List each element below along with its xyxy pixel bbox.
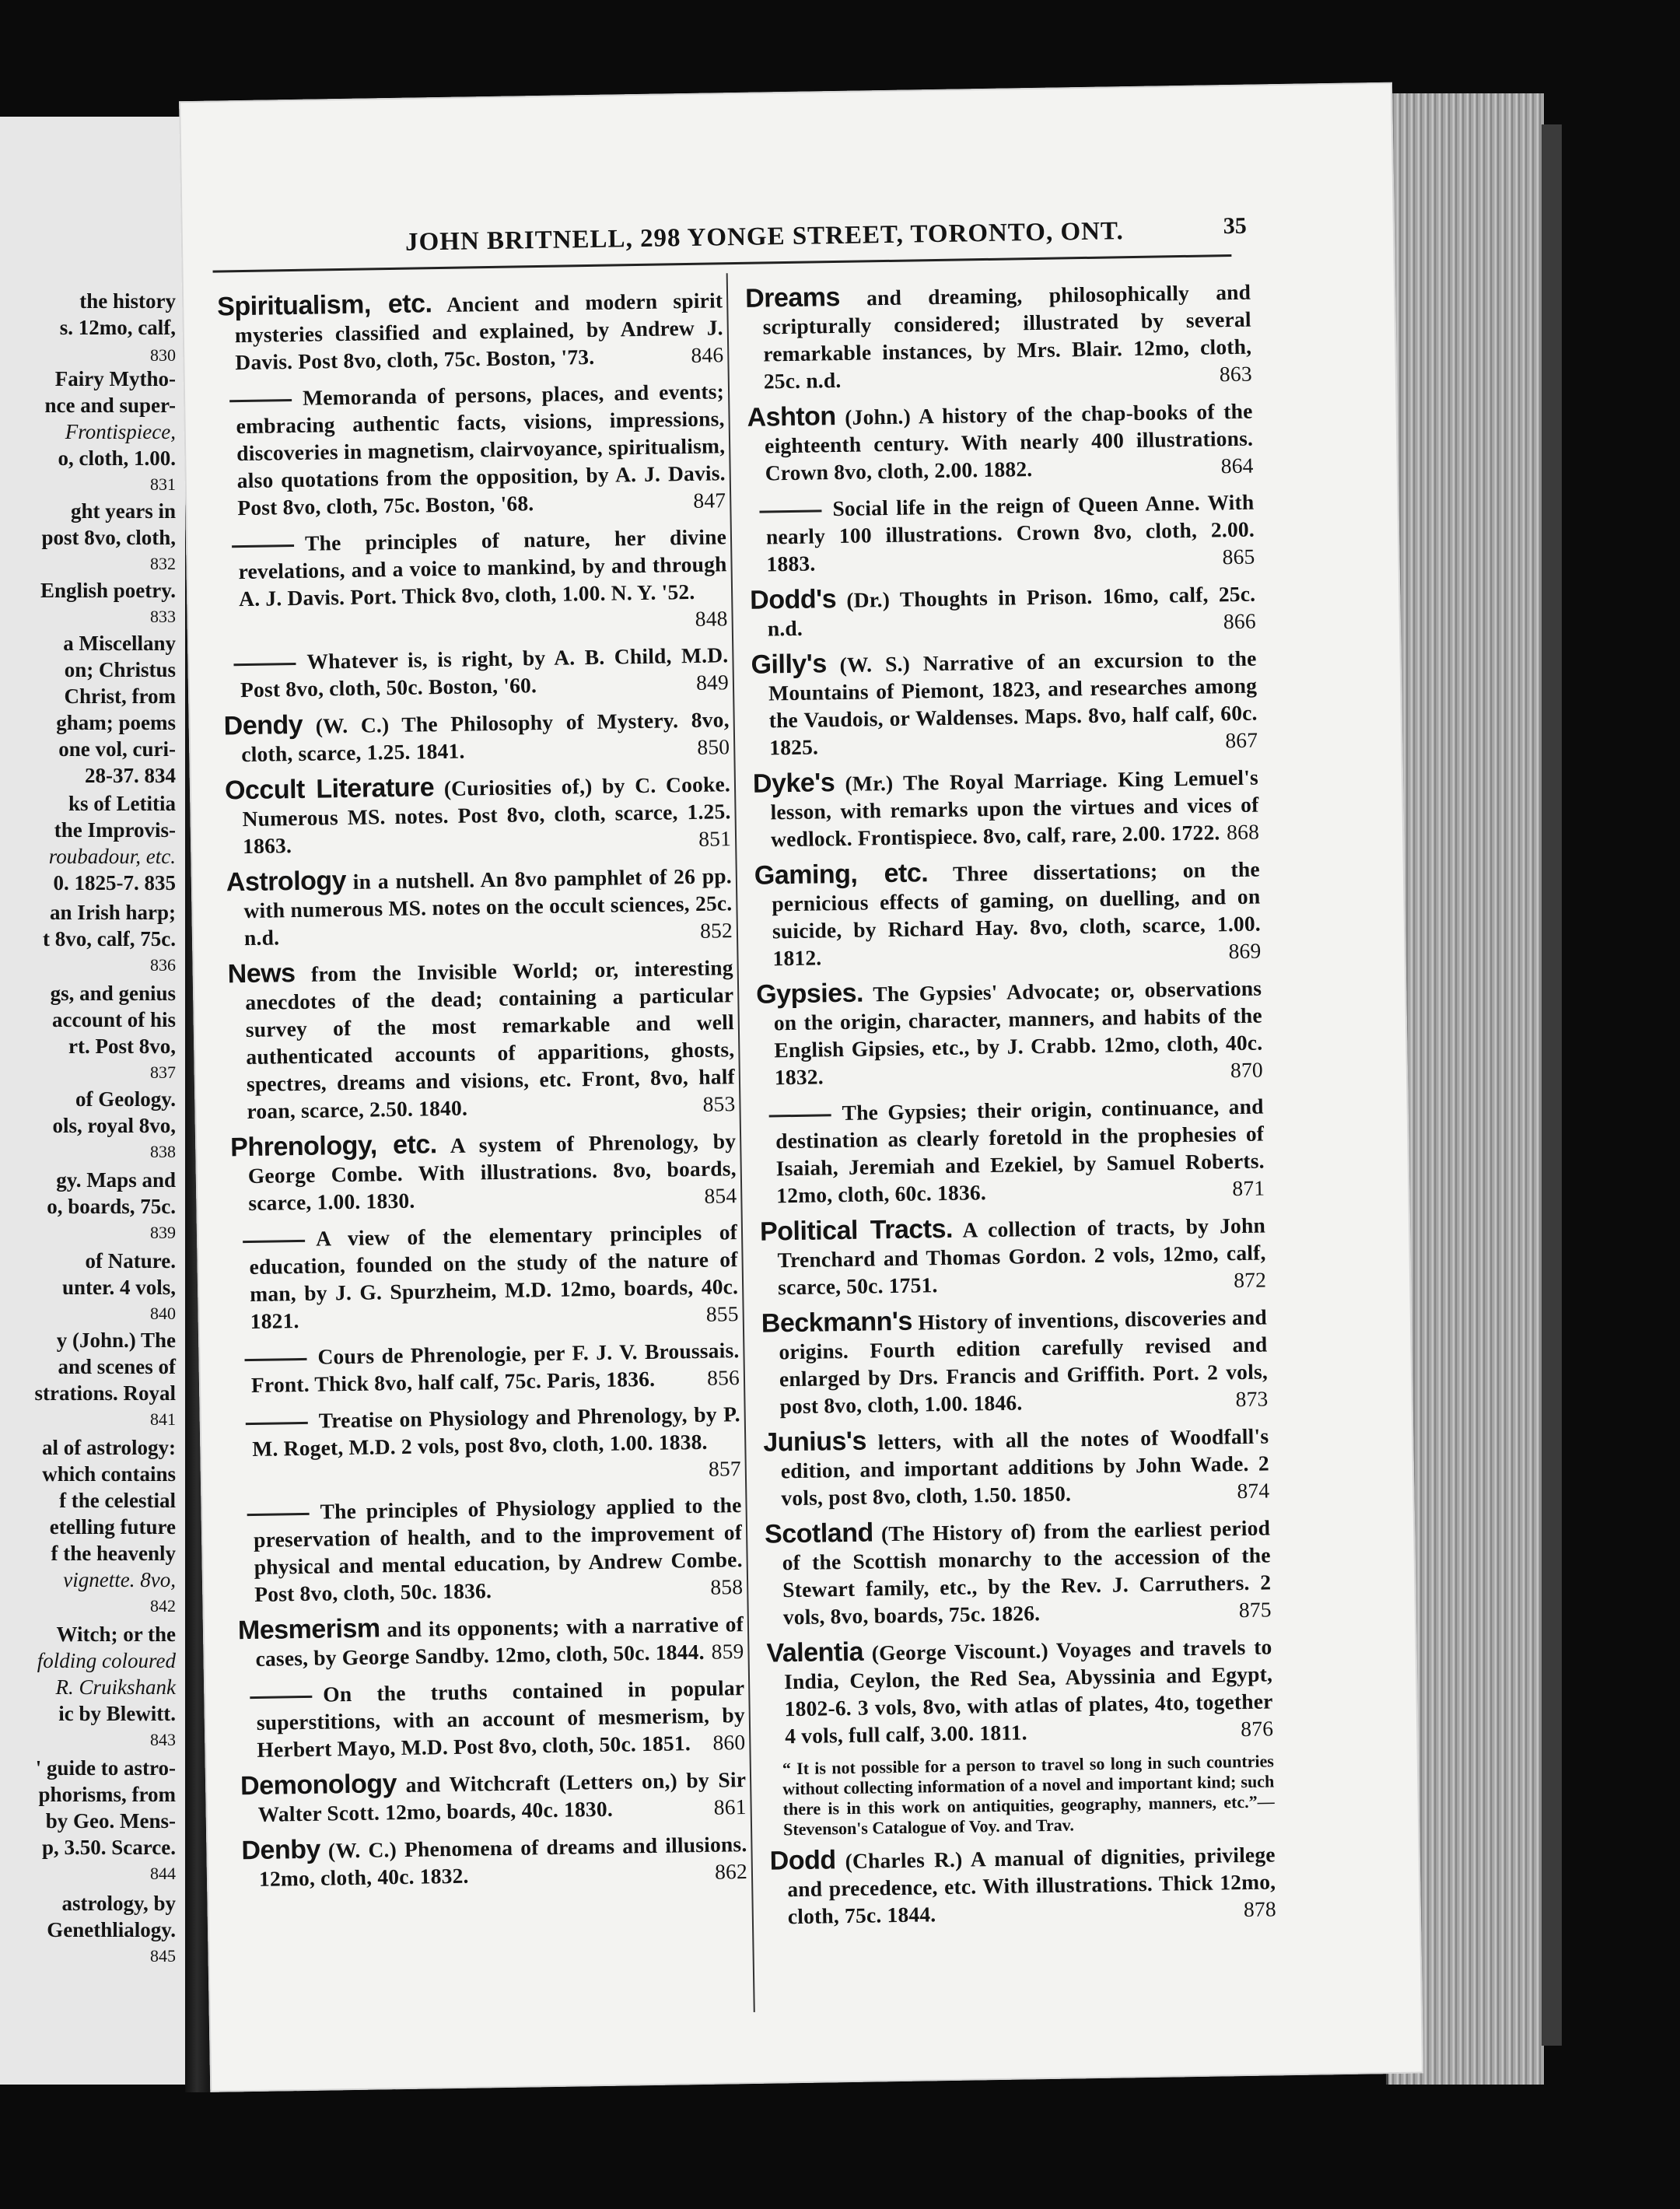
entry-description: Three dissertations; on the pernicious effects of gaming, on duelling, and on suicide, by Richard Hay. 8vo, cloth, scarce, 1.00. 1812. xyxy=(772,856,1262,971)
ditto-dash xyxy=(232,544,294,548)
catalogue-entry xyxy=(751,644,1258,761)
left-page-fragment-line: o, cloth, 1.00. xyxy=(58,446,176,470)
ditto-dash xyxy=(250,1696,312,1699)
left-page-fragment-line: gham; poems xyxy=(56,711,176,734)
left-page-fragment-line: Frontispiece, xyxy=(65,420,176,443)
entry-description: (George Viscount.) Voyages and travels to India, Ceylon, the Red Sea, Abyssinia and Egypt, 1802-6. 3 vols, 8vo, with atlas of plates, 4to, together 4 vols, full calf, 3.00. 1811. xyxy=(783,1634,1273,1749)
item-number: 855 xyxy=(705,1301,739,1326)
left-page-fragment-line: 842 xyxy=(150,1596,176,1616)
item-number: 865 xyxy=(1222,544,1255,569)
entry-heading: Valentia xyxy=(766,1637,864,1668)
left-page-fragment-line: f the celestial xyxy=(59,1489,176,1512)
entry-description: in a nutshell. An 8vo pamphlet of 26 pp. with numerous MS. notes on the occult sciences, 25c. n.d. xyxy=(243,863,733,950)
page-header: JOHN BRITNELL, 298 YONGE STREET, TORONTO, ONT. xyxy=(404,217,1125,257)
entry-heading: Dodd's xyxy=(749,584,837,615)
left-page-fragment-line: 839 xyxy=(150,1223,176,1242)
page-number: 35 xyxy=(1223,212,1248,240)
entry-description: and its opponents; with a narrative of cases, by George Sandby. 12mo, cloth, 50c. 1844. xyxy=(255,1612,744,1671)
entry-description: Whatever is, is right, by A. B. Child, M.D. Post 8vo, cloth, 50c. Boston, '60. xyxy=(240,642,729,702)
ditto-dash xyxy=(245,1358,307,1361)
catalogue-entry xyxy=(219,377,726,521)
entry-description: from the Invisible World; or, interesting anecdotes of the dead; containing a particular survey of the most remarkable and well authenticated accounts of apparitions, ghosts, spectres, dreams and visions, etc. Front, 8vo, half roan, scarce, 2.50. 1840. xyxy=(245,955,736,1124)
item-number: 850 xyxy=(697,734,730,759)
entry-heading: Mesmerism xyxy=(237,1613,380,1646)
left-page-fragment-line: gy. Maps and xyxy=(56,1168,176,1192)
catalogue-entry xyxy=(239,1674,746,1763)
left-page-fragment-line: Genethlialogy. xyxy=(47,1918,176,1941)
entry-heading: Beckmann's xyxy=(761,1306,913,1339)
left-page-fragment-line: al of astrology: xyxy=(42,1436,176,1459)
catalogue-entry xyxy=(748,488,1255,578)
left-page-fragment-line: 831 xyxy=(150,474,176,494)
entry-description: The principles of Physiology applied to the preservation of health, and to the improvement of physical and mental education, by Andrew Combe. Post 8vo, cloth, 50c. 1836. xyxy=(253,1493,743,1606)
entry-description: A collection of tracts, by John Trenchard and Thomas Gordon. 2 vols, 12mo, calf, scarce, 50c. 1751. xyxy=(777,1213,1266,1300)
left-page-fragment-line: t 8vo, calf, 75c. xyxy=(43,927,176,950)
ditto-dash xyxy=(247,1513,310,1516)
item-number: 864 xyxy=(1220,453,1254,478)
entry-description: (Charles R.) A manual of dignities, privilege and precedence, etc. With illustrations. Thick 12mo, cloth, 75c. 1844. xyxy=(787,1842,1276,1929)
left-page-fragment-line: R. Cruikshank xyxy=(55,1675,176,1699)
catalogue-entry xyxy=(226,861,733,951)
item-number: 852 xyxy=(699,918,733,943)
left-page-fragment-line: 841 xyxy=(150,1409,176,1429)
entry-description: (The History of) from the earliest period of the Scottish monarchy to the accession of the Stewart family, etc., by the Rev. J. Carruthers. 2 vols, 8vo, boards, 75c. 1826. xyxy=(782,1515,1272,1630)
entry-description: A view of the elementary principles of education, founded on the study of the nature of man, by J. G. Spurzheim, M.D. 12mo, boards, 40c. 1821. xyxy=(249,1220,739,1334)
entry-heading: Scotland xyxy=(764,1518,873,1549)
entry-description: Memoranda of persons, places, and events; embracing authentic facts, visions, impressions, discoveries in magnetism, clairvoyance, spiritualism, also quotations from the opposition, by A. J. Davis. Post 8vo, cloth, 75c. Boston, '68. xyxy=(236,379,726,520)
item-number: 862 xyxy=(714,1859,748,1884)
catalogue-entry xyxy=(745,278,1252,395)
left-page-fragment-line: phorisms, from xyxy=(38,1783,176,1806)
item-number: 860 xyxy=(712,1730,746,1755)
item-number: 876 xyxy=(1241,1716,1274,1742)
catalogue-entry xyxy=(236,1491,743,1608)
item-number: 866 xyxy=(1223,608,1257,634)
left-page-fragment-line: on; Christus xyxy=(64,658,176,681)
catalogue-entry xyxy=(760,1210,1267,1301)
left-page-fragment-line: Christ, from xyxy=(64,684,176,708)
left-page-fragment-line: unter. 4 vols, xyxy=(61,1276,176,1299)
left-page-fragment-line: 833 xyxy=(150,607,176,626)
entry-description: (Curiosities of,) by C. Cooke. Numerous MS. notes. Post 8vo, cloth, scarce, 1.25. 1863. xyxy=(242,772,731,859)
item-number: 878 xyxy=(1243,1896,1277,1922)
left-page-fragment-line: f the heavenly xyxy=(51,1542,176,1565)
item-number: 875 xyxy=(1238,1597,1272,1623)
left-page-fragment-line: the Improvis- xyxy=(54,818,176,842)
catalogue-entry xyxy=(233,1336,740,1399)
ditto-dash xyxy=(769,1114,831,1117)
left-page-fragment-line: 0. 1825-7. 835 xyxy=(53,871,176,894)
left-page-fragment-line: 843 xyxy=(150,1730,176,1749)
catalogue-entry xyxy=(225,769,732,859)
right-column xyxy=(745,278,1276,1940)
catalogue-entry xyxy=(756,974,1263,1091)
left-page-fragment-line: by Geo. Mens- xyxy=(45,1809,176,1833)
ditto-dash xyxy=(233,663,296,666)
left-page-fragment-line: ks of Letitia xyxy=(68,792,176,815)
entry-description: Treatise on Physiology and Phrenology, by P. M. Roget, M.D. 2 vols, post 8vo, cloth, 1.00. 1838. xyxy=(252,1402,740,1461)
ditto-dash xyxy=(243,1240,305,1243)
catalogue-entry xyxy=(227,953,735,1125)
left-page-fragment-line: roubadour, etc. xyxy=(48,845,176,868)
item-number: 854 xyxy=(704,1183,737,1208)
item-number: 874 xyxy=(1237,1478,1270,1504)
catalogue-entry xyxy=(234,1400,741,1490)
entry-description: and dreaming, philosophically and scripturally considered; illustrated by several remarkable instances, by Mrs. Blair. 12mo, cloth, 25c. n.d. xyxy=(762,279,1252,394)
catalogue-entry xyxy=(230,1126,737,1217)
entry-heading: News xyxy=(227,958,296,989)
entry-heading: Astrology xyxy=(226,866,347,898)
book-cover-edge xyxy=(1542,124,1562,2046)
item-number: 871 xyxy=(1232,1175,1265,1201)
item-number: 869 xyxy=(1228,938,1262,964)
left-page-fragment-line: gs, and genius xyxy=(50,982,176,1005)
catalogue-entry xyxy=(241,1829,747,1892)
left-page-fragment-line: nce and super- xyxy=(44,394,176,417)
entry-description: (W. C.) Phenomena of dreams and illusions. 12mo, cloth, 40c. 1832. xyxy=(258,1832,747,1891)
left-page-fragment-line: of Nature. xyxy=(85,1249,176,1273)
left-page-fragment-line: 838 xyxy=(150,1142,176,1161)
catalogue-entry xyxy=(766,1632,1273,1749)
entry-heading: Phrenology, etc. xyxy=(229,1129,437,1163)
entry-heading: Gilly's xyxy=(751,649,828,680)
left-page-fragment-line: folding coloured xyxy=(37,1649,176,1672)
entry-heading: Ashton xyxy=(747,401,836,432)
entry-description: The principles of nature, her divine revelations, and a voice to mankind, by and through A. J. Davis. Port. Thick 8vo, cloth, 1.00. N. Y. '52. xyxy=(238,524,727,611)
left-page-fragment-line: 845 xyxy=(150,1946,176,1966)
left-page-fragment-line: 28-37. 834 xyxy=(85,764,176,787)
ditto-dash xyxy=(229,399,292,402)
entry-description: On the truths contained in popular superstitions, with an account of mesmerism, by Herbert Mayo, M.D. Post 8vo, cloth, 50c. 1851. xyxy=(256,1675,746,1762)
catalogue-page xyxy=(179,82,1423,2092)
ditto-dash xyxy=(246,1422,308,1425)
catalogue-entry xyxy=(758,1093,1265,1210)
left-page-fragment-line: ols, royal 8vo, xyxy=(52,1114,176,1137)
left-page-fragment-line: rt. Post 8vo, xyxy=(68,1034,176,1058)
entry-heading: Occult Literature xyxy=(224,772,435,806)
left-page-fragment xyxy=(0,117,187,2085)
item-number: 870 xyxy=(1230,1057,1264,1083)
left-page-fragment-line: vignette. 8vo, xyxy=(63,1568,176,1591)
entry-description: A system of Phrenology, by George Combe. With illustrations. 8vo, boards, scarce, 1.00. 1830. xyxy=(247,1129,737,1216)
left-page-fragment-line: a Miscellany xyxy=(63,632,176,655)
item-number: 847 xyxy=(693,488,726,513)
catalogue-entry xyxy=(761,1302,1269,1420)
entry-description: The Gypsies' Advocate; or, observations on the origin, character, manners, and habits of the English Gipsies, etc., by J. Crabb. 12mo, cloth, 40c. 1832. xyxy=(773,975,1263,1090)
entry-description: The Gypsies; their origin, continuance, and destination as clearly foretold in the prophesies of Isaiah, Jeremiah and Ezekiel, by Samuel Roberts. 12mo, cloth, 60c. 1836. xyxy=(775,1094,1265,1208)
left-page-fragment-line: ic by Blewitt. xyxy=(58,1702,176,1725)
review-quote: “ It is not possible for a person to travel so long in such countries without collecting information of a novel and important kind; such there is in this work on antiquities, geography, manners, etc.”— Stevenson's Catalogue of Voy. and Trav. xyxy=(782,1751,1275,1840)
entry-description: (W. C.) The Philosophy of Mystery. 8vo, cloth, scarce, 1.25. 1841. xyxy=(241,707,730,767)
left-page-fragment-line: the history xyxy=(79,289,176,313)
left-page-fragment-line: s. 12mo, calf, xyxy=(59,316,176,339)
item-number: 856 xyxy=(706,1365,740,1390)
left-page-fragment-line: ght years in xyxy=(71,499,176,523)
catalogue-entry xyxy=(750,579,1256,642)
catalogue-entry xyxy=(763,1421,1270,1511)
ditto-dash xyxy=(759,510,821,513)
left-page-fragment-line: an Irish harp; xyxy=(49,901,176,924)
left-page-fragment-line: ' guide to astro- xyxy=(35,1756,176,1780)
left-page-fragment-line: Witch; or the xyxy=(56,1623,176,1646)
left-page-fragment-line: one vol, curi- xyxy=(58,737,176,761)
entry-description: (Dr.) Thoughts in Prison. 16mo, calf, 25c. n.d. xyxy=(767,581,1256,641)
item-number: 868 xyxy=(1226,819,1260,845)
entry-description: and Witchcraft (Letters on,) by Sir Walter Scott. 12mo, boards, 40c. 1830. xyxy=(257,1767,747,1826)
catalogue-entry xyxy=(222,641,729,703)
left-page-fragment-line: account of his xyxy=(51,1008,176,1031)
catalogue-entry xyxy=(217,285,724,376)
left-column xyxy=(217,285,747,1902)
left-page-fragment-line: strations. Royal xyxy=(34,1381,176,1405)
entry-heading: Political Tracts. xyxy=(759,1213,954,1247)
left-page-fragment-line: y (John.) The xyxy=(56,1329,176,1352)
item-number: 873 xyxy=(1235,1386,1269,1412)
catalogue-entry xyxy=(240,1765,747,1828)
left-page-fragment-line: 830 xyxy=(150,345,176,365)
catalogue-entry xyxy=(765,1513,1272,1630)
item-number: 861 xyxy=(713,1794,747,1819)
left-page-fragment-line: 832 xyxy=(150,554,176,573)
entry-heading: Dreams xyxy=(744,282,841,313)
catalogue-entry xyxy=(238,1609,744,1672)
item-number: 859 xyxy=(711,1639,744,1664)
entry-description: History of inventions, discoveries and origins. Fourth edition carefully revised and enlarged by Drs. Francis and Griffith. Port. 2 vols, post 8vo, cloth, 1.00. 1846. xyxy=(779,1304,1269,1419)
catalogue-entry xyxy=(754,855,1262,972)
left-page-fragment-line: of Geology. xyxy=(75,1087,176,1111)
item-number: 858 xyxy=(710,1574,744,1599)
entry-description: (Mr.) The Royal Marriage. King Lemuel's lesson, with remarks upon the virtues and vices of wedlock. Frontispiece. 8vo, calf, rare, 2.00. 1722. xyxy=(770,765,1259,852)
catalogue-entry xyxy=(769,1840,1276,1930)
catalogue-entry xyxy=(221,523,728,639)
entry-description: letters, with all the notes of Woodfall's edition, and important additions by John Wade. 2 vols, post 8vo, cloth, 1.50. 1850. xyxy=(780,1423,1270,1511)
left-page-fragment-line: 844 xyxy=(150,1864,176,1883)
entry-heading: Dendy xyxy=(223,709,303,741)
catalogue-entry xyxy=(747,397,1254,487)
entry-description: Social life in the reign of Queen Anne. With nearly 100 illustrations. Crown 8vo, cloth, 2.00. 1883. xyxy=(765,489,1255,576)
left-page-fragment-line: p, 3.50. Scarce. xyxy=(42,1836,176,1859)
entry-heading: Gaming, etc. xyxy=(754,858,929,891)
catalogue-entry xyxy=(753,763,1260,853)
entry-description: Cours de Phrenologie, per F. J. V. Broussais. Front. Thick 8vo, half calf, 75c. Paris, 1836. xyxy=(250,1338,740,1397)
left-page-fragment-line: 836 xyxy=(150,955,176,975)
entry-description: Ancient and modern spirit mysteries classified and explained, by Andrew J. Davis. Post 8vo, cloth, 75c. Boston, '73. xyxy=(234,288,723,375)
item-number: 848 xyxy=(695,606,728,631)
left-page-fragment-line: 840 xyxy=(150,1304,176,1323)
left-page-fragment-line: astrology, by xyxy=(61,1892,176,1915)
catalogue-entry xyxy=(223,705,730,768)
entry-heading: Junius's xyxy=(762,1426,867,1458)
left-page-fragment-line: which contains xyxy=(42,1462,176,1486)
left-page-fragment-line: 837 xyxy=(150,1062,176,1082)
item-number: 851 xyxy=(698,826,732,851)
item-number: 863 xyxy=(1219,361,1253,387)
left-page-fragment-line: Fairy Mytho- xyxy=(54,367,176,390)
item-number: 867 xyxy=(1225,727,1258,753)
left-page-fragment-line: and scenes of xyxy=(58,1355,176,1378)
entry-description: (W. S.) Narrative of an excursion to the Mountains of Piemont, 1823, and researches among the Vaudois, or Waldenses. Maps. 8vo, half calf, 60c. 1825. xyxy=(768,646,1258,760)
entry-heading: Dyke's xyxy=(752,768,835,799)
item-number: 849 xyxy=(695,670,730,695)
entry-heading: Dodd xyxy=(769,1845,836,1876)
entry-heading: Gypsies. xyxy=(755,978,864,1010)
entry-heading: Spiritualism, etc. xyxy=(216,289,432,322)
entry-heading: Denby xyxy=(241,1834,321,1866)
left-page-fragment-line: English poetry. xyxy=(40,579,176,602)
entry-description: (John.) A history of the chap-books of the eighteenth century. With nearly 400 illustrations. Crown 8vo, cloth, 2.00. 1882. xyxy=(764,398,1254,485)
left-page-fragment-line: o, boards, 75c. xyxy=(47,1195,176,1218)
item-number: 857 xyxy=(708,1456,742,1481)
catalogue-entry xyxy=(232,1218,739,1335)
left-page-fragment-line: etelling future xyxy=(49,1515,176,1539)
item-number: 872 xyxy=(1233,1267,1267,1293)
item-number: 853 xyxy=(702,1091,736,1116)
entry-heading: Demonology xyxy=(240,1769,397,1801)
item-number: 846 xyxy=(691,342,724,367)
left-page-fragment-line: post 8vo, cloth, xyxy=(41,526,176,549)
